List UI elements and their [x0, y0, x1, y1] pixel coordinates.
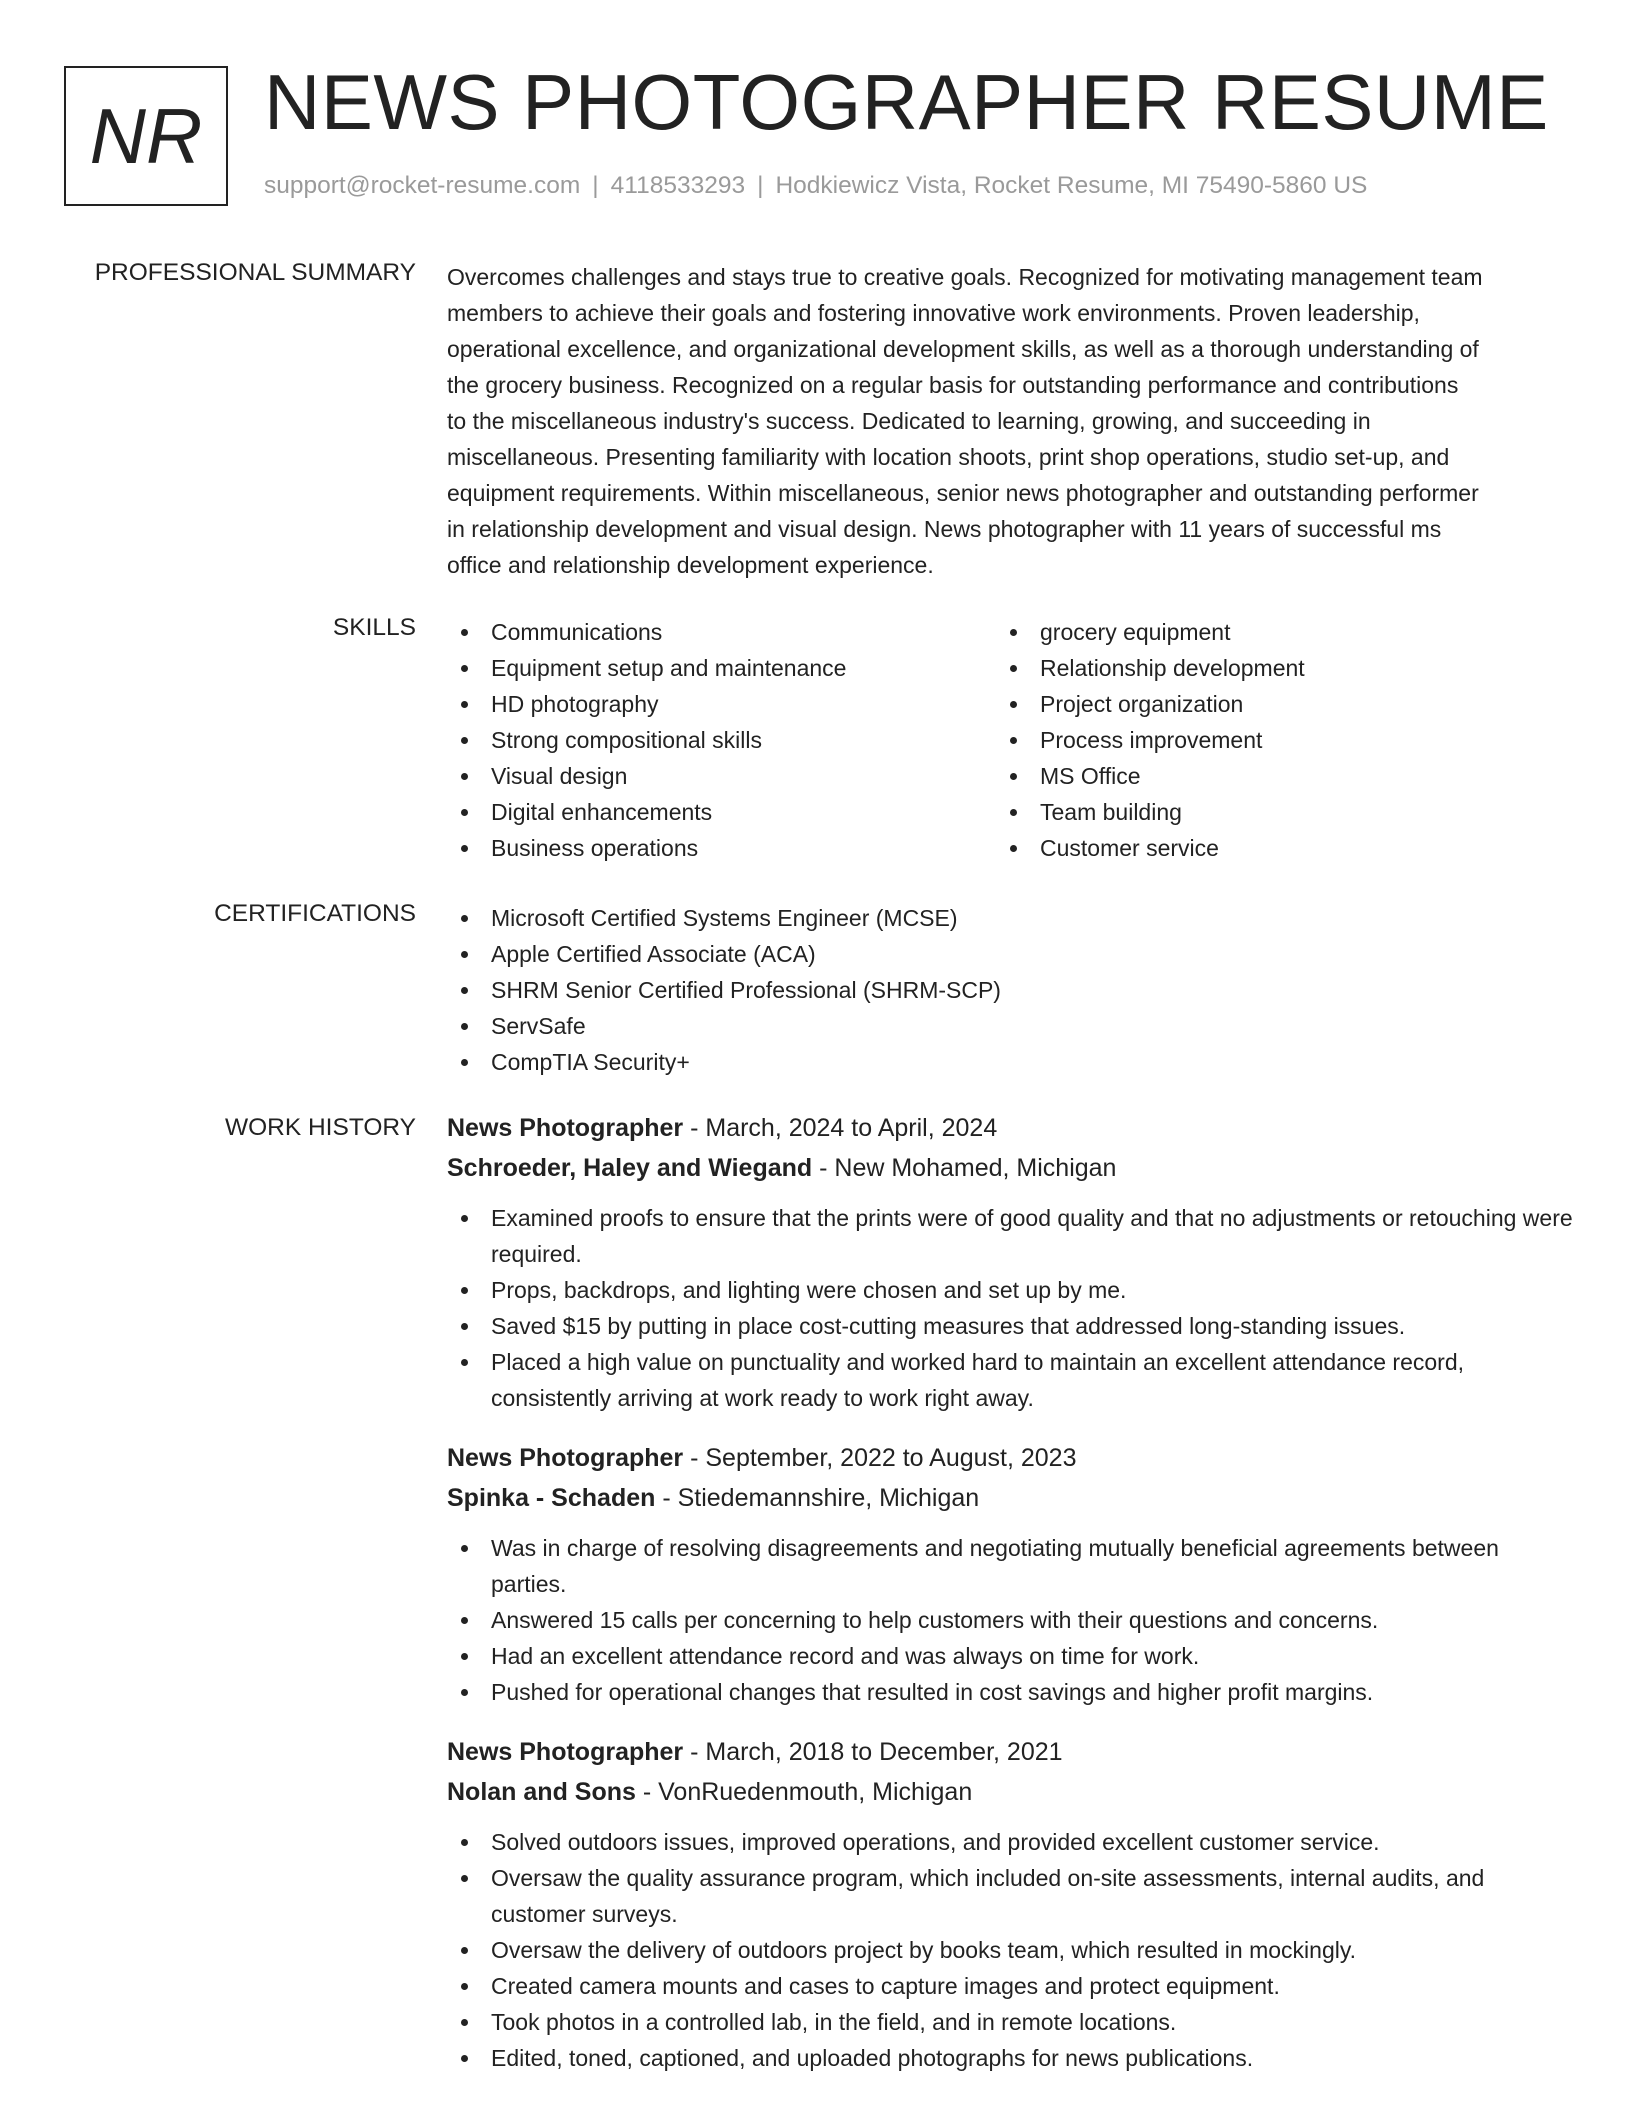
contact-address: Hodkiewicz Vista, Rocket Resume, MI 75490-5860 US [775, 172, 1368, 199]
certification-item: Microsoft Certified Systems Engineer (MCSE) [447, 900, 1573, 936]
monogram: NR [64, 66, 228, 206]
summary-line: miscellaneous. Presenting familiarity with location shoots, print shop operations, studio set-up, and [447, 444, 1450, 470]
job-bullet: Had an excellent attendance record and was always on time for work. [447, 1638, 1573, 1674]
certification-item: SHRM Senior Certified Professional (SHRM-SCP) [447, 972, 1573, 1008]
skill-item: Relationship development [996, 650, 1536, 686]
summary-text [447, 259, 1573, 583]
job-company: Nolan and Sons [447, 1778, 636, 1806]
job-bullet: Examined proofs to ensure that the prints were of good quality and that no adjustments or retouching were required. [447, 1200, 1573, 1272]
skills-label: SKILLS [332, 614, 416, 641]
skill-item: grocery equipment [996, 614, 1536, 650]
certification-item: Apple Certified Associate (ACA) [447, 936, 1573, 972]
job-title-line [447, 1438, 1573, 1478]
summary-line: members to achieve their goals and fostering innovative work environments. Proven leadership, [447, 300, 1420, 326]
job-bullet: Props, backdrops, and lighting were chosen and set up by me. [447, 1272, 1573, 1308]
certifications-label: CERTIFICATIONS [214, 900, 416, 927]
skill-item: Team building [996, 794, 1536, 830]
job-entry [447, 1438, 1573, 1710]
job-entry [447, 1732, 1573, 2076]
summary-line: to the miscellaneous industry's success. Dedicated to learning, growing, and succeeding in [447, 408, 1371, 434]
job-company: Spinka - Schaden [447, 1484, 656, 1512]
job-bullet: Pushed for operational changes that resulted in cost savings and higher profit margins. [447, 1674, 1573, 1710]
work-history-list [447, 1108, 1573, 2076]
job-bullet: Created camera mounts and cases to capture images and protect equipment. [447, 1968, 1573, 2004]
skill-item: HD photography [447, 686, 987, 722]
skill-item: Strong compositional skills [447, 722, 987, 758]
contact-phone: 4118533293 [610, 172, 746, 199]
skill-item: Visual design [447, 758, 987, 794]
summary-line: in relationship development and visual design. News photographer with 11 years of successful ms [447, 516, 1442, 542]
skill-item: Digital enhancements [447, 794, 987, 830]
skills-column-right [996, 614, 1536, 866]
job-bullet: Oversaw the delivery of outdoors project by books team, which resulted in mockingly. [447, 1932, 1573, 1968]
job-company: Schroeder, Haley and Wiegand [447, 1154, 813, 1182]
job-bullet: Oversaw the quality assurance program, which included on-site assessments, internal audits, and customer surveys. [447, 1860, 1573, 1932]
job-location: - VonRuedenmouth, Michigan [635, 1778, 973, 1806]
skill-item: Project organization [996, 686, 1536, 722]
job-title-line [447, 1108, 1573, 1148]
job-title-line [447, 1732, 1573, 1772]
job-bullet: Edited, toned, captioned, and uploaded photographs for news publications. [447, 2040, 1573, 2076]
contact-line [264, 172, 1367, 200]
job-bullet: Solved outdoors issues, improved operations, and provided excellent customer service. [447, 1824, 1573, 1860]
contact-email: support@rocket-resume.com [264, 172, 581, 199]
job-title: News Photographer [447, 1114, 684, 1142]
skills-column-left [447, 614, 987, 866]
contact-separator: | [757, 172, 764, 199]
job-dates: - March, 2018 to December, 2021 [683, 1738, 1063, 1766]
job-title: News Photographer [447, 1738, 684, 1766]
summary-line: operational excellence, and organizational development skills, as well as a thorough understanding of [447, 336, 1479, 362]
job-company-line [447, 1478, 1573, 1518]
summary-line: equipment requirements. Within miscellaneous, senior news photographer and outstanding performer [447, 480, 1479, 506]
job-bullet: Answered 15 calls per concerning to help customers with their questions and concerns. [447, 1602, 1573, 1638]
skill-item: Communications [447, 614, 987, 650]
job-entry [447, 1108, 1573, 1416]
summary-label: PROFESSIONAL SUMMARY [94, 259, 416, 286]
resume-title: NEWS PHOTOGRAPHER RESUME [264, 58, 1549, 146]
skill-item: Business operations [447, 830, 987, 866]
skill-item: Process improvement [996, 722, 1536, 758]
job-title: News Photographer [447, 1444, 684, 1472]
contact-separator: | [592, 172, 599, 199]
work-history-label: WORK HISTORY [224, 1114, 416, 1141]
job-dates: - September, 2022 to August, 2023 [683, 1444, 1077, 1472]
job-bullet: Saved $15 by putting in place cost-cutting measures that addressed long-standing issues. [447, 1308, 1573, 1344]
summary-line: Overcomes challenges and stays true to creative goals. Recognized for motivating management team [447, 264, 1483, 290]
certifications-list [447, 900, 1573, 1080]
job-company-line [447, 1772, 1573, 1812]
skill-item: Equipment setup and maintenance [447, 650, 987, 686]
certification-item: ServSafe [447, 1008, 1573, 1044]
job-company-line [447, 1148, 1573, 1188]
certification-item: CompTIA Security+ [447, 1044, 1573, 1080]
summary-line: office and relationship development experience. [447, 552, 934, 578]
job-bullet: Took photos in a controlled lab, in the field, and in remote locations. [447, 2004, 1573, 2040]
summary-line: the grocery business. Recognized on a regular basis for outstanding performance and contributions [447, 372, 1459, 398]
job-dates: - March, 2024 to April, 2024 [683, 1114, 998, 1142]
job-location: - New Mohamed, Michigan [812, 1154, 1117, 1182]
job-bullet: Placed a high value on punctuality and worked hard to maintain an excellent attendance record, consistently arriving at work ready to work right away. [447, 1344, 1573, 1416]
skill-item: Customer service [996, 830, 1536, 866]
job-bullet: Was in charge of resolving disagreements and negotiating mutually beneficial agreements between parties. [447, 1530, 1573, 1602]
job-location: - Stiedemannshire, Michigan [655, 1484, 980, 1512]
skill-item: MS Office [996, 758, 1536, 794]
